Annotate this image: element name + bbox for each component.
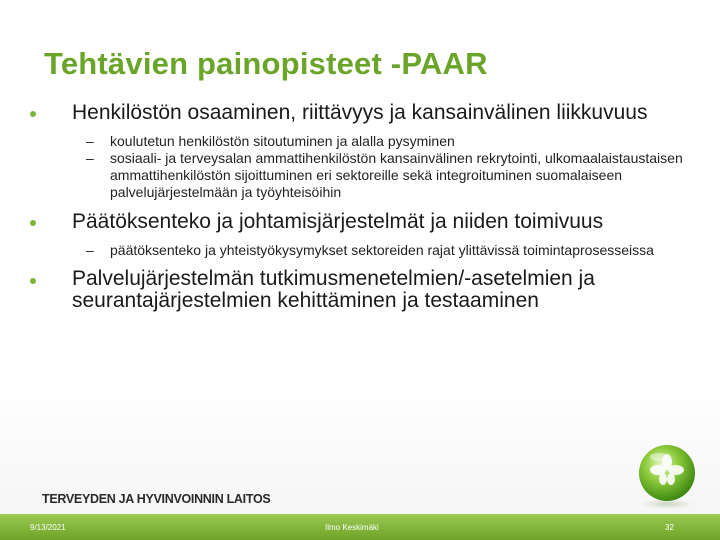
- slide-title: Tehtävien painopisteet -PAAR: [44, 46, 488, 81]
- sub-list: [30, 133, 690, 201]
- thl-logo: TERVEYDEN JA HYVINVOINNIN LAITOS: [42, 492, 271, 506]
- green-globe-icon: [632, 440, 702, 510]
- sub-item-text: päätöksenteko ja yhteistyökysymykset sektoreiden rajat ylittävissä toimintaprosesseissa: [110, 242, 654, 258]
- bullet-text: Henkilöstön osaaminen, riittävyys ja kansainvälinen liikkuvuus: [72, 101, 648, 124]
- bullet-icon: [30, 278, 36, 284]
- bullet-item: [30, 210, 690, 233]
- footer-author: Ilmo Keskimäki: [325, 523, 379, 532]
- slide-content: [30, 101, 690, 312]
- dash-marker: –: [86, 242, 94, 258]
- footer-page-number: 32: [665, 523, 674, 532]
- footer-bar: [0, 514, 720, 540]
- bullet-text: Päätöksenteko ja johtamisjärjestelmät ja niiden toimivuus: [72, 210, 604, 233]
- footer-date: 9/13/2021: [30, 523, 66, 532]
- bullet-item: [30, 268, 690, 312]
- bullet-icon: [30, 220, 36, 226]
- sub-item-text: sosiaali- ja terveysalan ammattihenkilöstön kansainvälinen rekrytointi, ulkomaalaistaustaisen ammattihenkilöstön sijoittuminen eri sektoreille sekä integroituminen suomalaiseen palvelujärjestelmään ja työyhteisöihin: [110, 150, 683, 200]
- dash-marker: –: [86, 150, 94, 166]
- bullet-item: [30, 101, 690, 124]
- sub-list: [30, 242, 690, 259]
- sub-item: [30, 133, 690, 150]
- sub-item: [30, 150, 690, 201]
- dash-marker: –: [86, 133, 94, 149]
- bullet-text: Palvelujärjestelmän tutkimusmenetelmien/-asetelmien ja seurantajärjestelmien kehittäminen ja testaaminen: [72, 267, 595, 312]
- sub-item: [30, 242, 690, 259]
- sub-item-text: koulutetun henkilöstön sitoutuminen ja alalla pysyminen: [110, 133, 455, 149]
- bullet-icon: [30, 111, 36, 117]
